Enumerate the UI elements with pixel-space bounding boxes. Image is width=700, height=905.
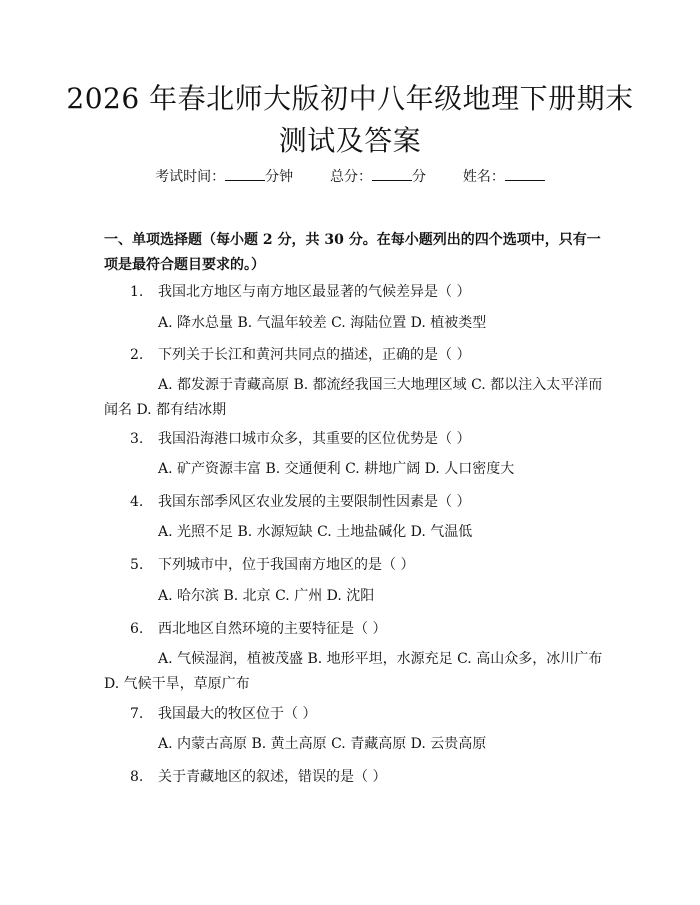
question-options: A. 都发源于青藏高原 B. 都流经我国三大地理区域 C. 都以注入太平洋而闻名 D. 都有结冰期 [104, 377, 603, 418]
question-text: 西北地区自然环境的主要特征是（ ） [158, 621, 387, 637]
score-blank [372, 166, 412, 181]
question [130, 703, 612, 725]
time-label: 考试时间： [155, 169, 226, 185]
question [130, 766, 612, 788]
question-number: 7. [130, 706, 144, 722]
question-number: 8. [130, 769, 144, 785]
question-number: 5. [130, 557, 144, 573]
question-options: A. 哈尔滨 B. 北京 C. 广州 D. 沈阳 [158, 588, 375, 604]
question-text: 我国最大的牧区位于（ ） [158, 706, 317, 722]
document-title: 2026 年春北师大版初中八年级地理下册期末测试及答案 [66, 82, 634, 157]
time-blank [225, 166, 265, 181]
question-text: 我国北方地区与南方地区最显著的气候差异是（ ） [158, 284, 471, 300]
question-number: 1. [130, 284, 144, 300]
question-options: A. 光照不足 B. 水源短缺 C. 土地盐碱化 D. 气温低 [158, 524, 473, 540]
question-text: 我国东部季风区农业发展的主要限制性因素是（ ） [158, 494, 471, 510]
question-options: A. 内蒙古高原 B. 黄土高原 C. 青藏高原 D. 云贵高原 [158, 736, 487, 752]
question-options: A. 矿产资源丰富 B. 交通便利 C. 耕地广阔 D. 人口密度大 [158, 461, 515, 477]
question-options: A. 降水总量 B. 气温年较差 C. 海陆位置 D. 植被类型 [158, 315, 487, 331]
question [130, 344, 612, 366]
question-text: 关于青藏地区的叙述，错误的是（ ） [158, 769, 387, 785]
question [130, 281, 612, 303]
question [130, 554, 612, 576]
name-label: 姓名： [462, 169, 505, 185]
question [130, 428, 612, 450]
question [130, 491, 612, 513]
question-options: A. 气候湿润，植被茂盛 B. 地形平坦，水源充足 C. 高山众多，冰川广布 D. 气候干旱，草原广布 [104, 651, 603, 692]
section-heading: 一、单项选择题（每小题 2 分，共 30 分。在每小题列出的四个选项中，只有一项是最符合题目要求的。） [104, 232, 601, 273]
question-number: 3. [130, 431, 144, 447]
question-text: 我国沿海港口城市众多，其重要的区位优势是（ ） [158, 431, 471, 447]
name-blank [505, 166, 545, 181]
question-text: 下列城市中，位于我国南方地区的是（ ） [158, 557, 415, 573]
question-number: 6. [130, 621, 144, 637]
question-text: 下列关于长江和黄河共同点的描述，正确的是（ ） [158, 347, 471, 363]
exam-meta-line [0, 166, 700, 188]
time-unit: 分钟 [265, 169, 294, 185]
score-unit: 分 [412, 169, 426, 185]
score-label: 总分： [330, 169, 372, 185]
question-number: 2. [130, 347, 144, 363]
question-number: 4. [130, 494, 144, 510]
question [130, 618, 612, 640]
